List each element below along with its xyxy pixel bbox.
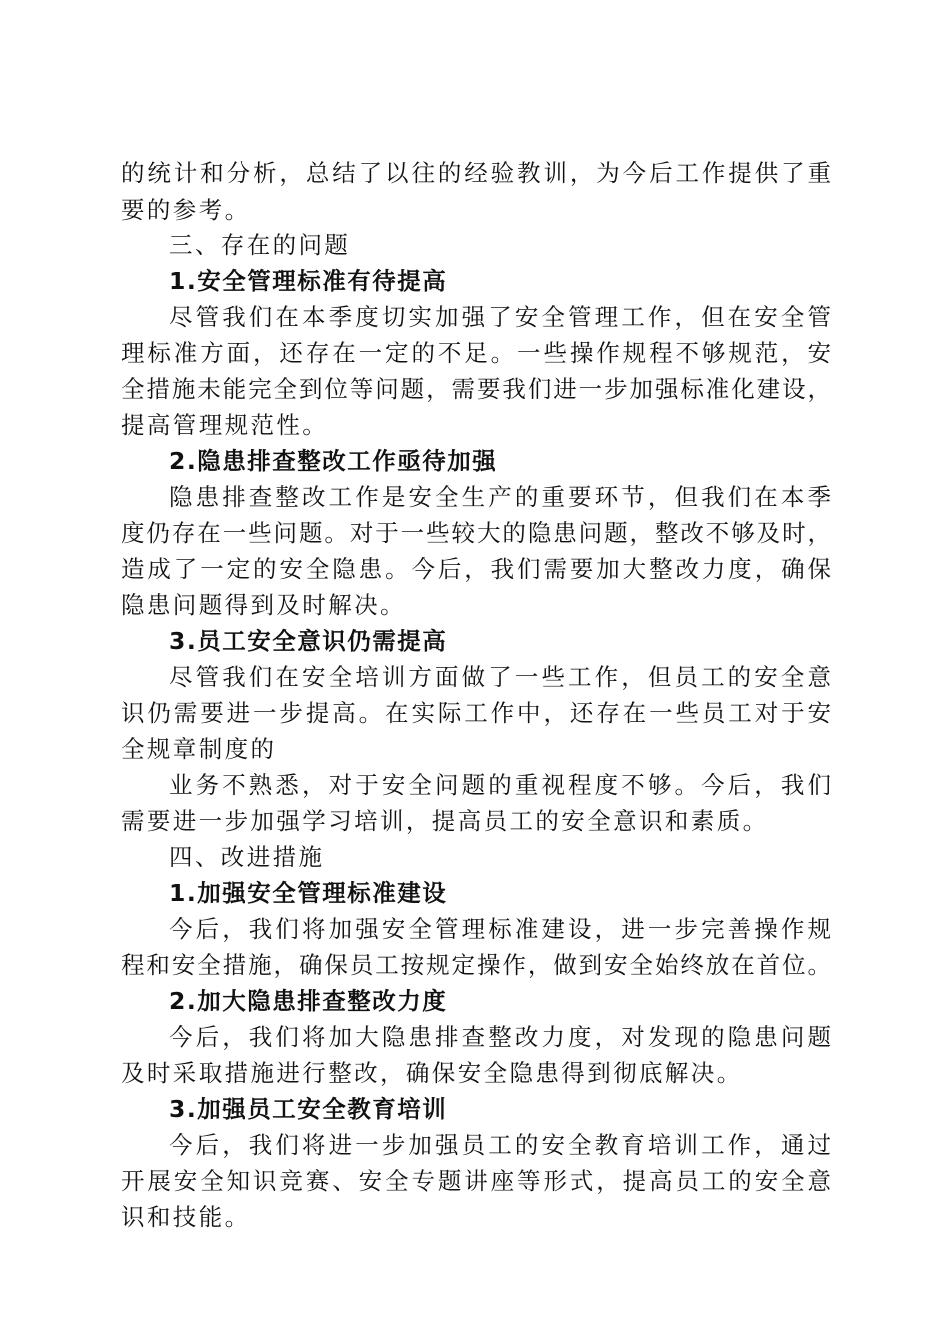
paragraph-line: 隐患排查整改工作是安全生产的重要环节，但我们在本季: [169, 483, 831, 511]
paragraph-line: 隐患问题得到及时解决。: [121, 591, 406, 619]
paragraph-line: 开展安全知识竞赛、安全专题讲座等形式，提高员工的安全意: [121, 1167, 831, 1195]
paragraph-line: 全措施未能完全到位等问题，需要我们进一步加强标准化建设，: [121, 375, 831, 403]
paragraph-line: 理标准方面，还存在一定的不足。一些操作规程不够规范，安: [121, 339, 831, 367]
paragraph-line: 识仍需要进一步提高。在实际工作中，还存在一些员工对于安: [121, 699, 831, 727]
paragraph-line: 尽管我们在本季度切实加强了安全管理工作，但在安全管: [169, 303, 831, 331]
subsection-heading: 2.隐患排查整改工作亟待加强: [169, 447, 498, 475]
paragraph-line: 识和技能。: [121, 1203, 251, 1231]
paragraph-line: 造成了一定的安全隐患。今后，我们需要加大整改力度，确保: [121, 555, 831, 583]
paragraph-line: 尽管我们在安全培训方面做了一些工作，但员工的安全意: [169, 663, 831, 691]
paragraph-line: 程和安全措施，确保员工按规定操作，做到安全始终放在首位。: [121, 951, 831, 979]
paragraph-line: 全规章制度的: [121, 735, 277, 763]
paragraph-line: 今后，我们将进一步加强员工的安全教育培训工作，通过: [169, 1131, 831, 1159]
paragraph-line: 要的参考。: [121, 196, 251, 224]
paragraph-line: 今后，我们将加强安全管理标准建设，进一步完善操作规: [169, 915, 831, 943]
paragraph-line: 今后，我们将加大隐患排查整改力度，对发现的隐患问题: [169, 1023, 831, 1051]
subsection-heading: 3.员工安全意识仍需提高: [169, 627, 448, 655]
section-heading: 四、改进措施: [169, 843, 325, 871]
paragraph-line: 度仍存在一些问题。对于一些较大的隐患问题，整改不够及时，: [121, 519, 831, 547]
paragraph-line: 业务不熟悉，对于安全问题的重视程度不够。今后，我们: [169, 771, 831, 799]
subsection-heading: 1.安全管理标准有待提高: [169, 267, 448, 295]
section-heading: 三、存在的问题: [169, 231, 351, 259]
subsection-heading: 1.加强安全管理标准建设: [169, 879, 448, 907]
paragraph-line: 的统计和分析，总结了以往的经验教训，为今后工作提供了重: [121, 159, 831, 187]
paragraph-line: 需要进一步加强学习培训，提高员工的安全意识和素质。: [121, 807, 769, 835]
paragraph-line: 及时采取措施进行整改，确保安全隐患得到彻底解决。: [121, 1059, 743, 1087]
paragraph-line: 提高管理规范性。: [121, 411, 329, 439]
subsection-heading: 2.加大隐患排查整改力度: [169, 987, 448, 1015]
subsection-heading: 3.加强员工安全教育培训: [169, 1095, 448, 1123]
